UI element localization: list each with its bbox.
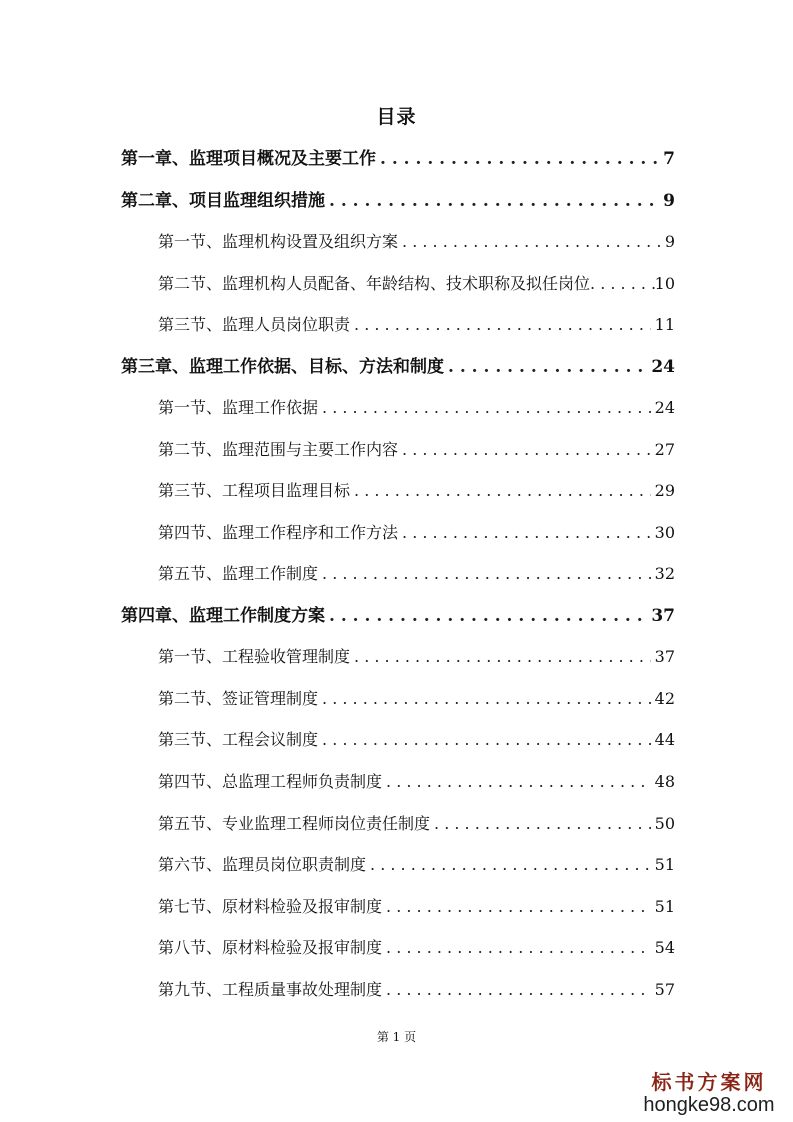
toc-entry-page: 32 [654,564,675,583]
toc-dot-leader [329,187,659,215]
toc-entry-label: 第三节、监理人员岗位职责 [158,315,351,334]
toc-dot-leader [402,436,651,464]
toc-entry-page: 9 [664,232,675,251]
toc-dot-leader [329,602,647,630]
toc-dot-leader [354,477,651,505]
toc-dot-leader [370,851,651,879]
toc-dot-leader [402,519,651,547]
toc-entry-page: 54 [654,938,675,957]
toc-entry[interactable] [158,311,675,339]
toc-entry-page: 24 [654,398,675,417]
toc-entry-label: 第二节、监理范围与主要工作内容 [158,440,399,459]
toc-entry-page: 30 [654,523,675,542]
toc-entry-label: 第一章、监理项目概况及主要工作 [121,149,376,169]
toc-entry[interactable] [158,934,675,962]
toc-entry-page: 9 [663,191,675,211]
toc-entry-page: 29 [654,481,675,500]
toc-entry[interactable] [158,228,675,256]
toc-entry[interactable] [121,187,675,215]
site-watermark [639,1070,779,1116]
watermark-brand: 标书方案网 [651,1070,767,1094]
toc-entry-label: 第四节、监理工作程序和工作方法 [158,523,399,542]
toc-entry[interactable] [158,851,675,879]
toc-entry[interactable] [121,602,675,630]
toc-entry[interactable] [158,477,675,505]
toc-entry[interactable] [158,643,675,671]
toc-entry[interactable] [158,685,675,713]
toc-entry-label: 第一节、监理机构设置及组织方案 [158,232,399,251]
toc-entry-label: 第四章、监理工作制度方案 [121,606,325,626]
toc-entry-page: 51 [654,855,675,874]
toc-entry[interactable] [158,726,675,754]
toc-entry-page: 27 [654,440,675,459]
toc-entry-label: 第二章、项目监理组织措施 [121,191,325,211]
toc-dot-leader [590,270,655,298]
toc-entry[interactable] [158,976,675,1004]
toc-entry-label: 第七节、原材料检验及报审制度 [158,897,383,916]
toc-entry-page: 42 [654,689,675,708]
toc-dot-leader [322,560,651,588]
toc-entry-label: 第三节、工程会议制度 [158,730,319,749]
toc-dot-leader [354,311,651,339]
toc-entry-label: 第九节、工程质量事故处理制度 [158,980,383,999]
toc-entry-page: 10 [654,274,675,293]
toc-entry-page: 7 [663,149,675,169]
toc-dot-leader [386,893,651,921]
toc-title: 目录 [376,106,417,128]
toc-entry-page: 51 [654,897,675,916]
toc-entry[interactable] [158,436,675,464]
toc-entry[interactable] [158,560,675,588]
toc-entry[interactable] [158,810,675,838]
toc-entry[interactable] [158,768,675,796]
toc-entry[interactable] [121,145,675,173]
toc-dot-leader [322,685,651,713]
toc-entry-label: 第五节、监理工作制度 [158,564,319,583]
toc-entry-page: 48 [654,772,675,791]
toc-entry-page: 50 [654,814,675,833]
toc-dot-leader [434,810,651,838]
toc-entry[interactable] [121,353,675,381]
toc-entry-label: 第二节、签证管理制度 [158,689,319,708]
toc-entry-page: 24 [651,357,675,377]
toc-entry[interactable] [158,394,675,422]
toc-dot-leader [386,976,651,1004]
toc-entry-page: 44 [654,730,675,749]
toc-dot-leader [448,353,647,381]
toc-entry-page: 37 [654,647,675,666]
toc-entry[interactable] [158,270,675,298]
toc-dot-leader [386,934,651,962]
page-number-footer: 第 1 页 [376,1030,417,1044]
toc-dot-leader [402,228,661,256]
toc-entry-label: 第二节、监理机构人员配备、年龄结构、技术职称及拟任岗位 [158,274,591,293]
toc-dot-leader [322,394,651,422]
toc-entry[interactable] [158,519,675,547]
toc-entry-label: 第六节、监理员岗位职责制度 [158,855,367,874]
toc-dot-leader [354,643,651,671]
toc-dot-leader [322,726,651,754]
toc-entry-label: 第八节、原材料检验及报审制度 [158,938,383,957]
toc-entry-page: 57 [654,980,675,999]
toc-entry-label: 第一节、工程验收管理制度 [158,647,351,666]
toc-entry-page: 37 [651,606,675,626]
toc-entry-label: 第四节、总监理工程师负责制度 [158,772,383,791]
toc-dot-leader [380,145,659,173]
watermark-url: hongke98.com [643,1094,775,1116]
toc-entry-label: 第一节、监理工作依据 [158,398,319,417]
toc-entry[interactable] [158,893,675,921]
toc-entry-page: 11 [654,315,675,334]
toc-entry-label: 第三章、监理工作依据、目标、方法和制度 [121,357,444,377]
toc-entry-label: 第五节、专业监理工程师岗位责任制度 [158,814,431,833]
toc-entry-label: 第三节、工程项目监理目标 [158,481,351,500]
toc-dot-leader [386,768,651,796]
